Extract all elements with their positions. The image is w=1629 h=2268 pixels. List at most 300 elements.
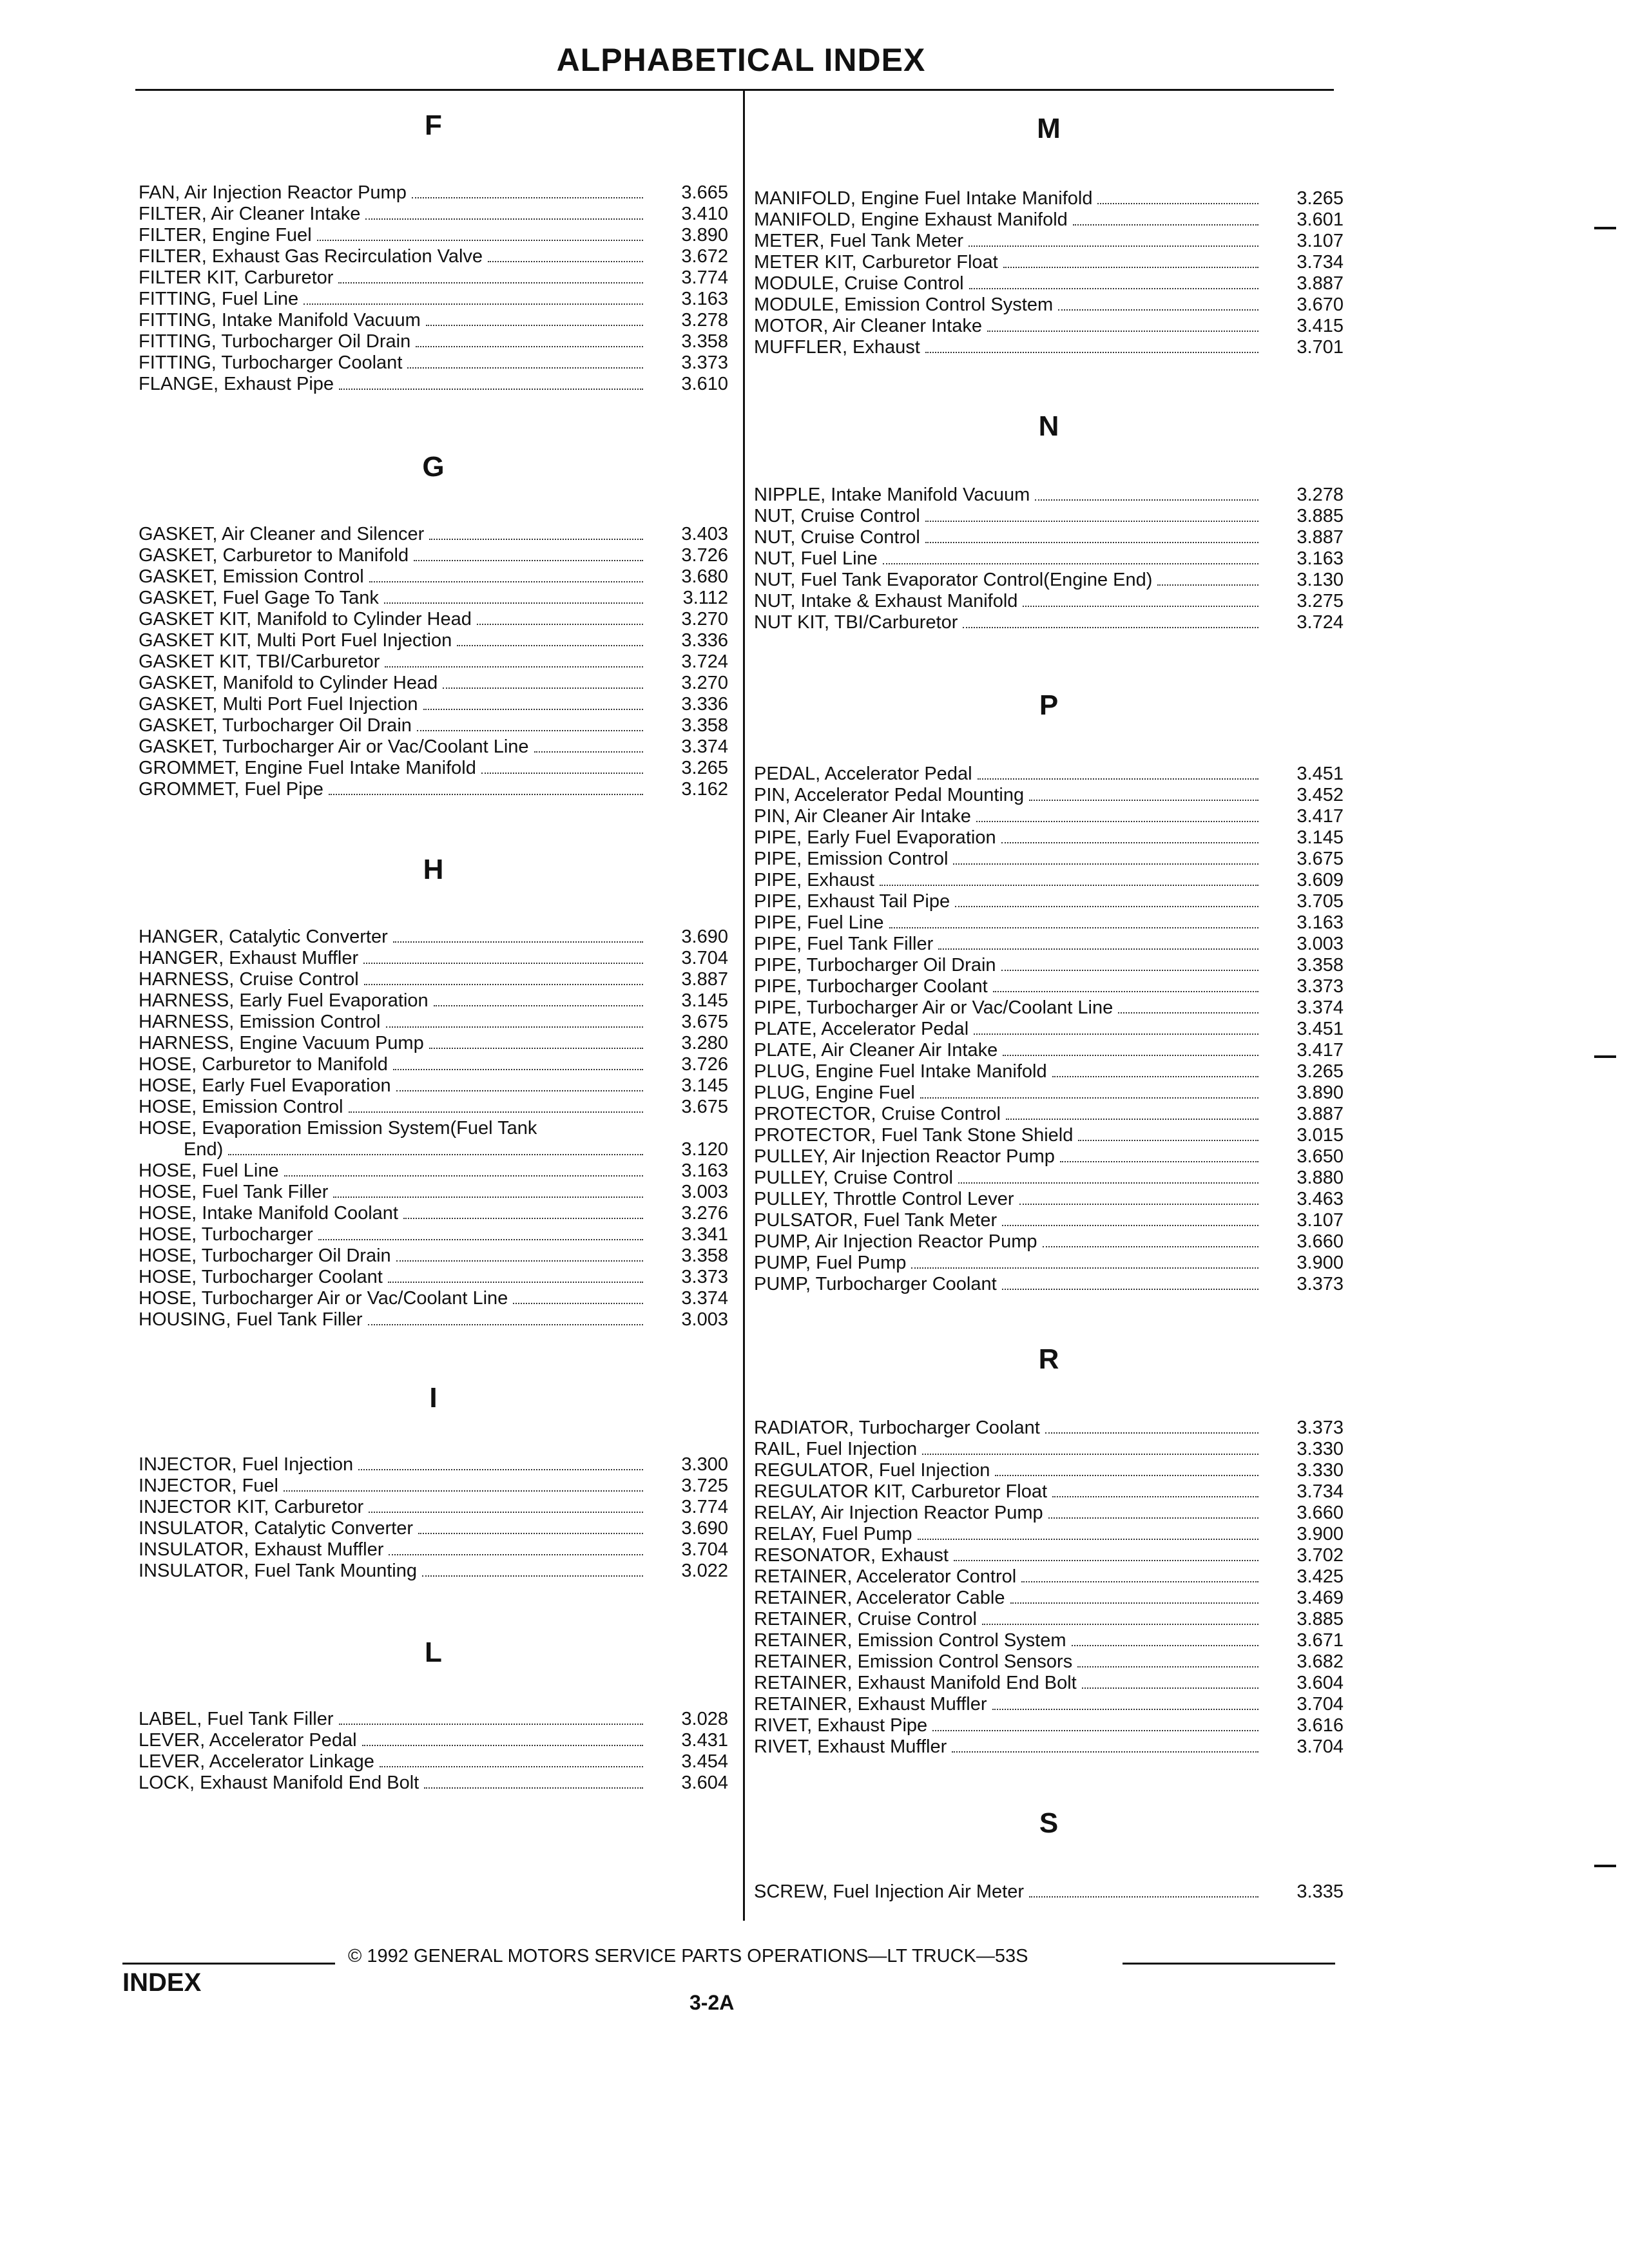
index-entry	[139, 1245, 728, 1267]
leader-dots	[925, 542, 1258, 543]
index-entry	[754, 1210, 1344, 1231]
index-entry	[754, 1189, 1344, 1210]
entry-list	[139, 927, 728, 1331]
entry-page: 3.341	[681, 1224, 728, 1245]
entry-page: 3.163	[1296, 548, 1344, 569]
entry-name: FILTER, Exhaust Gas Recirculation Valve	[139, 246, 483, 267]
margin-mark	[1594, 227, 1616, 229]
leader-dots	[481, 773, 643, 774]
leader-dots	[368, 1324, 643, 1325]
entry-name: GASKET KIT, Multi Port Fuel Injection	[139, 630, 452, 651]
leader-dots	[1045, 1432, 1258, 1434]
entry-page: 3.702	[1296, 1545, 1344, 1566]
index-entry	[754, 1439, 1344, 1460]
index-entry	[139, 331, 728, 352]
leader-dots	[1035, 499, 1258, 501]
entry-name: MODULE, Emission Control System	[754, 294, 1054, 315]
entry-list	[139, 1709, 728, 1794]
index-entry	[139, 1309, 728, 1331]
index-entry	[754, 1736, 1344, 1758]
index-entry	[754, 485, 1344, 506]
index-entry	[139, 1203, 728, 1224]
leader-dots	[955, 906, 1258, 907]
entry-list	[139, 182, 728, 395]
entry-page: 3.330	[1296, 1460, 1344, 1481]
index-entry	[754, 1418, 1344, 1439]
page-title: ALPHABETICAL INDEX	[556, 42, 926, 78]
entry-name: HOSE, Fuel Line	[139, 1160, 279, 1181]
entry-page: 3.373	[681, 352, 728, 373]
leader-dots	[1058, 309, 1258, 311]
index-entry	[754, 997, 1344, 1019]
leader-dots	[992, 1709, 1258, 1710]
leader-dots	[364, 984, 643, 985]
entry-name: GASKET, Turbocharger Air or Vac/Coolant Line	[139, 736, 529, 757]
index-entry	[754, 1609, 1344, 1630]
leader-dots	[1052, 1496, 1258, 1497]
index-entry	[754, 527, 1344, 548]
entry-page: 3.660	[1296, 1503, 1344, 1523]
index-entry	[754, 1019, 1344, 1040]
index-entry	[139, 1097, 728, 1118]
leader-dots	[358, 1469, 643, 1470]
entry-name: FAN, Air Injection Reactor Pump	[139, 182, 407, 203]
entry-name: HARNESS, Engine Vacuum Pump	[139, 1033, 424, 1053]
index-entry	[754, 1715, 1344, 1736]
entry-name: RELAY, Air Injection Reactor Pump	[754, 1503, 1043, 1523]
entry-name: HOUSING, Fuel Tank Filler	[139, 1309, 363, 1330]
entry-list	[754, 485, 1344, 633]
leader-dots	[393, 1069, 643, 1070]
entry-name: NUT, Fuel Line	[754, 548, 878, 569]
entry-page: 3.900	[1296, 1524, 1344, 1544]
footer-rule-left	[122, 1963, 335, 1965]
entry-name: PIPE, Exhaust Tail Pipe	[754, 891, 950, 912]
leader-dots	[429, 539, 643, 540]
entry-name: LABEL, Fuel Tank Filler	[139, 1709, 334, 1729]
entry-page: 3.609	[1296, 870, 1344, 890]
index-entry	[139, 1075, 728, 1097]
entry-name: SCREW, Fuel Injection Air Meter	[754, 1881, 1025, 1902]
index-entry	[754, 1630, 1344, 1651]
entry-list	[754, 188, 1344, 358]
leader-dots	[978, 778, 1258, 780]
section-letter: P	[1039, 689, 1059, 721]
index-entry	[139, 736, 728, 758]
entry-page: 3.145	[1296, 827, 1344, 848]
entry-page: 3.690	[681, 927, 728, 947]
index-entry	[754, 1061, 1344, 1082]
entry-name: NUT, Intake & Exhaust Manifold	[754, 591, 1018, 611]
entry-name: RIVET, Exhaust Muffler	[754, 1736, 947, 1757]
index-entry	[754, 252, 1344, 273]
entry-page: 3.690	[681, 1518, 728, 1539]
entry-name: PLUG, Engine Fuel	[754, 1082, 915, 1103]
leader-dots	[349, 1111, 644, 1113]
entry-name: FITTING, Fuel Line	[139, 289, 299, 309]
page-number: 3-2A	[689, 1991, 735, 2014]
entry-page: 3.705	[1296, 891, 1344, 912]
leader-dots	[969, 245, 1258, 247]
entry-page: 3.451	[1296, 1019, 1344, 1039]
entry-name: REGULATOR KIT, Carburetor Float	[754, 1481, 1048, 1502]
entry-name: FILTER, Engine Fuel	[139, 225, 312, 245]
leader-dots	[228, 1154, 643, 1155]
index-entry	[754, 294, 1344, 316]
index-entry	[754, 591, 1344, 612]
leader-dots	[386, 1026, 644, 1028]
leader-dots	[963, 627, 1258, 628]
entry-name: RAIL, Fuel Injection	[754, 1439, 918, 1459]
entry-page: 3.300	[681, 1454, 728, 1475]
leader-dots	[329, 794, 643, 795]
entry-page: 3.887	[1296, 273, 1344, 294]
leader-dots	[339, 389, 643, 390]
index-entry	[754, 1040, 1344, 1061]
index-entry	[139, 758, 728, 779]
entry-page: 3.410	[681, 204, 728, 224]
leader-dots	[918, 1539, 1258, 1540]
index-entry	[754, 612, 1344, 633]
section-letter: F	[425, 110, 442, 141]
index-entry	[754, 506, 1344, 527]
index-entry	[754, 316, 1344, 337]
entry-name: RETAINER, Exhaust Muffler	[754, 1694, 987, 1715]
entry-page: 3.265	[681, 758, 728, 778]
leader-dots	[1001, 842, 1258, 843]
entry-page: 3.278	[681, 310, 728, 331]
index-entry	[754, 1146, 1344, 1168]
entry-page: 3.650	[1296, 1146, 1344, 1167]
index-entry	[139, 1118, 728, 1139]
index-entry	[754, 870, 1344, 891]
leader-dots	[1010, 1602, 1259, 1604]
entry-name: PLATE, Air Cleaner Air Intake	[754, 1040, 998, 1061]
leader-dots	[333, 1196, 643, 1198]
index-entry	[139, 566, 728, 588]
leader-dots	[339, 1724, 644, 1725]
entry-name: FITTING, Intake Manifold Vacuum	[139, 310, 421, 331]
entry-name: PUMP, Turbocharger Coolant	[754, 1274, 997, 1294]
leader-dots	[1029, 800, 1258, 801]
index-entry	[754, 764, 1344, 785]
leader-dots	[1078, 1140, 1258, 1141]
entry-list	[754, 1418, 1344, 1758]
entry-page: 3.885	[1296, 1609, 1344, 1629]
index-entry	[139, 1709, 728, 1730]
index-entry	[754, 1125, 1344, 1146]
leader-dots	[1060, 1161, 1258, 1162]
entry-name: FILTER KIT, Carburetor	[139, 267, 334, 288]
index-entry	[139, 948, 728, 969]
index-entry	[754, 1481, 1344, 1503]
entry-name: REGULATOR, Fuel Injection	[754, 1460, 990, 1481]
entry-name: NIPPLE, Intake Manifold Vacuum	[754, 485, 1030, 505]
index-entry	[754, 849, 1344, 870]
leader-dots	[284, 1490, 643, 1492]
leader-dots	[338, 282, 643, 284]
entry-name: PULLEY, Throttle Control Lever	[754, 1189, 1014, 1209]
entry-page: 3.003	[1296, 934, 1344, 954]
leader-dots	[443, 687, 643, 689]
leader-dots	[369, 1512, 643, 1513]
entry-name: PIPE, Fuel Line	[754, 912, 884, 933]
leader-dots	[1072, 1645, 1258, 1646]
entry-page: 3.403	[681, 524, 728, 544]
entry-name: GASKET KIT, Manifold to Cylinder Head	[139, 609, 472, 629]
leader-dots	[284, 1175, 643, 1177]
index-entry	[139, 927, 728, 948]
entry-name: NUT, Cruise Control	[754, 506, 920, 526]
index-entry	[139, 246, 728, 267]
entry-page: 3.726	[681, 545, 728, 566]
leader-dots	[925, 352, 1258, 353]
title-rule	[135, 89, 1334, 91]
entry-page: 3.003	[681, 1309, 728, 1330]
section-label: INDEX	[122, 1968, 202, 1997]
leader-dots	[953, 863, 1258, 865]
entry-page: 3.415	[1296, 316, 1344, 336]
leader-dots	[987, 331, 1258, 332]
leader-dots	[1006, 1119, 1258, 1120]
leader-dots	[396, 1090, 643, 1091]
entry-page: 3.885	[1296, 506, 1344, 526]
index-entry	[139, 1497, 728, 1518]
entry-page: 3.900	[1296, 1253, 1344, 1273]
index-entry	[139, 1033, 728, 1054]
entry-page: 3.734	[1296, 252, 1344, 273]
index-entry	[139, 289, 728, 310]
entry-page: 3.358	[1296, 955, 1344, 975]
entry-name: PLATE, Accelerator Pedal	[754, 1019, 969, 1039]
entry-page: 3.724	[681, 651, 728, 672]
entry-page: 3.374	[681, 1288, 728, 1309]
entry-name: NUT, Cruise Control	[754, 527, 920, 548]
leader-dots	[534, 751, 643, 753]
entry-name: HOSE, Emission Control	[139, 1097, 343, 1117]
entry-page: 3.704	[1296, 1736, 1344, 1757]
entry-page: 3.280	[681, 1033, 728, 1053]
entry-name: HARNESS, Cruise Control	[139, 969, 359, 990]
entry-page: 3.452	[1296, 785, 1344, 805]
entry-page: 3.616	[1296, 1715, 1344, 1736]
leader-dots	[1097, 203, 1258, 204]
entry-page: 3.358	[681, 715, 728, 736]
entry-name: PIPE, Exhaust	[754, 870, 874, 890]
entry-page: 3.774	[681, 1497, 728, 1517]
entry-name: FITTING, Turbocharger Coolant	[139, 352, 403, 373]
leader-dots	[418, 1533, 643, 1534]
index-entry	[139, 673, 728, 694]
entry-page: 3.022	[681, 1561, 728, 1581]
leader-dots	[304, 303, 643, 305]
index-entry	[139, 1288, 728, 1309]
leader-dots	[1029, 1896, 1258, 1898]
entry-page: 3.671	[1296, 1630, 1344, 1651]
entry-name: GASKET, Air Cleaner and Silencer	[139, 524, 425, 544]
index-entry	[754, 548, 1344, 570]
entry-name: GASKET, Carburetor to Manifold	[139, 545, 409, 566]
entry-name: PULSATOR, Fuel Tank Meter	[754, 1210, 998, 1231]
entry-name: PROTECTOR, Cruise Control	[754, 1104, 1001, 1124]
leader-dots	[925, 521, 1258, 522]
entry-name: PIN, Air Cleaner Air Intake	[754, 806, 971, 827]
entry-page: 3.373	[1296, 976, 1344, 997]
index-entry	[139, 630, 728, 651]
leader-dots	[1118, 1012, 1258, 1014]
entry-name: INSULATOR, Fuel Tank Mounting	[139, 1561, 417, 1581]
entry-name: HOSE, Turbocharger Air or Vac/Coolant Line	[139, 1288, 508, 1309]
leader-dots	[388, 1282, 643, 1283]
index-entry	[754, 273, 1344, 294]
entry-page: 3.330	[1296, 1439, 1344, 1459]
entry-page: 3.417	[1296, 1040, 1344, 1061]
section-letter: R	[1038, 1343, 1059, 1375]
entry-page: 3.028	[681, 1709, 728, 1729]
entry-page: 3.726	[681, 1054, 728, 1075]
leader-dots	[1077, 1666, 1258, 1667]
entry-page: 3.358	[681, 1245, 728, 1266]
index-entry	[754, 1588, 1344, 1609]
leader-dots	[477, 624, 643, 625]
entry-name: INSULATOR, Exhaust Muffler	[139, 1539, 384, 1560]
entry-page: 3.374	[1296, 997, 1344, 1018]
index-entry	[754, 1545, 1344, 1566]
entry-name: MANIFOLD, Engine Fuel Intake Manifold	[754, 188, 1093, 209]
entry-page: 3.704	[681, 948, 728, 968]
index-entry	[754, 891, 1344, 912]
index-entry	[139, 651, 728, 673]
entry-name: PROTECTOR, Fuel Tank Stone Shield	[754, 1125, 1074, 1146]
leader-dots	[414, 560, 643, 561]
entry-page: 3.774	[681, 267, 728, 288]
entry-name: HOSE, Carburetor to Manifold	[139, 1054, 388, 1075]
index-entry	[754, 785, 1344, 806]
entry-page: 3.265	[1296, 1061, 1344, 1082]
entry-name: INSULATOR, Catalytic Converter	[139, 1518, 413, 1539]
entry-name: INJECTOR, Fuel	[139, 1475, 279, 1496]
leader-dots	[389, 1554, 643, 1555]
leader-dots	[911, 1267, 1258, 1269]
entry-page: 3.680	[681, 566, 728, 587]
entry-page: 3.887	[681, 969, 728, 990]
entry-page: 3.725	[681, 1475, 728, 1496]
entry-name: PULLEY, Cruise Control	[754, 1168, 953, 1188]
leader-dots	[403, 1218, 643, 1219]
leader-dots	[318, 1239, 643, 1240]
leader-dots	[457, 645, 643, 646]
index-entry	[754, 1274, 1344, 1295]
entry-page: 3.336	[681, 694, 728, 715]
entry-page: 3.374	[681, 736, 728, 757]
entry-page: 3.670	[1296, 294, 1344, 315]
leader-dots	[880, 885, 1258, 886]
section-letter: M	[1037, 113, 1061, 144]
entry-name: NUT, Fuel Tank Evaporator Control(Engine End)	[754, 570, 1153, 590]
index-entry	[754, 934, 1344, 955]
entry-page: 3.604	[681, 1773, 728, 1793]
leader-dots	[369, 581, 643, 582]
index-entry	[139, 990, 728, 1012]
index-entry	[139, 1475, 728, 1497]
entry-page: 3.610	[681, 374, 728, 394]
leader-dots	[982, 1624, 1258, 1625]
section-letter: I	[429, 1382, 438, 1414]
index-entry	[754, 1651, 1344, 1673]
entry-name: PIPE, Turbocharger Coolant	[754, 976, 988, 997]
entry-page: 3.675	[1296, 849, 1344, 869]
index-entry	[139, 267, 728, 289]
entry-name: MANIFOLD, Engine Exhaust Manifold	[754, 209, 1068, 230]
leader-dots	[412, 197, 643, 198]
index-entry	[139, 204, 728, 225]
entry-page: 3.275	[1296, 591, 1344, 611]
section-letter: N	[1038, 410, 1059, 442]
entry-name: PIPE, Turbocharger Air or Vac/Coolant Line	[754, 997, 1113, 1018]
index-entry	[139, 1182, 728, 1203]
entry-name: RIVET, Exhaust Pipe	[754, 1715, 928, 1736]
entry-page: 3.675	[681, 1012, 728, 1032]
entry-name: RADIATOR, Turbocharger Coolant	[754, 1418, 1040, 1438]
entry-name: GROMMET, Engine Fuel Intake Manifold	[139, 758, 476, 778]
leader-dots	[1082, 1687, 1258, 1689]
entry-name: FLANGE, Exhaust Pipe	[139, 374, 334, 394]
section-letter: L	[425, 1637, 442, 1668]
entry-page: 3.145	[681, 990, 728, 1011]
entry-name: HANGER, Exhaust Muffler	[139, 948, 359, 968]
entry-name: FITTING, Turbocharger Oil Drain	[139, 331, 411, 352]
entry-page: 3.163	[1296, 912, 1344, 933]
entry-page: 3.163	[681, 289, 728, 309]
index-entry	[754, 337, 1344, 358]
entry-page: 3.336	[681, 630, 728, 651]
column-divider	[743, 91, 745, 1921]
index-entry	[754, 1503, 1344, 1524]
index-entry	[139, 1139, 728, 1160]
index-entry	[139, 1267, 728, 1288]
entry-name: GROMMET, Fuel Pipe	[139, 779, 323, 800]
index-entry	[139, 1518, 728, 1539]
leader-dots	[993, 991, 1258, 992]
margin-mark	[1594, 1865, 1616, 1867]
leader-dots	[393, 941, 643, 943]
leader-dots	[922, 1454, 1258, 1455]
entry-name: LEVER, Accelerator Pedal	[139, 1730, 357, 1751]
entry-name: RETAINER, Emission Control System	[754, 1630, 1066, 1651]
entry-name: HOSE, Turbocharger Oil Drain	[139, 1245, 391, 1266]
entry-page: 3.880	[1296, 1168, 1344, 1188]
leader-dots	[396, 1260, 643, 1262]
entry-page: 3.003	[681, 1182, 728, 1202]
entry-name: PLUG, Engine Fuel Intake Manifold	[754, 1061, 1047, 1082]
leader-dots	[1019, 1204, 1258, 1205]
index-entry	[754, 209, 1344, 231]
leader-dots	[423, 709, 643, 710]
index-entry	[139, 1160, 728, 1182]
entry-page: 3.660	[1296, 1231, 1344, 1252]
entry-page: 3.701	[1296, 337, 1344, 358]
leader-dots	[995, 1475, 1258, 1476]
index-entry	[139, 545, 728, 566]
entry-page: 3.270	[681, 673, 728, 693]
leader-dots	[976, 821, 1258, 822]
entry-name: RESONATOR, Exhaust	[754, 1545, 949, 1566]
index-entry	[139, 779, 728, 800]
index-entry	[754, 1881, 1344, 1903]
entry-name: GASKET, Turbocharger Oil Drain	[139, 715, 412, 736]
entry-name: PIN, Accelerator Pedal Mounting	[754, 785, 1025, 805]
entry-name: GASKET, Manifold to Cylinder Head	[139, 673, 438, 693]
